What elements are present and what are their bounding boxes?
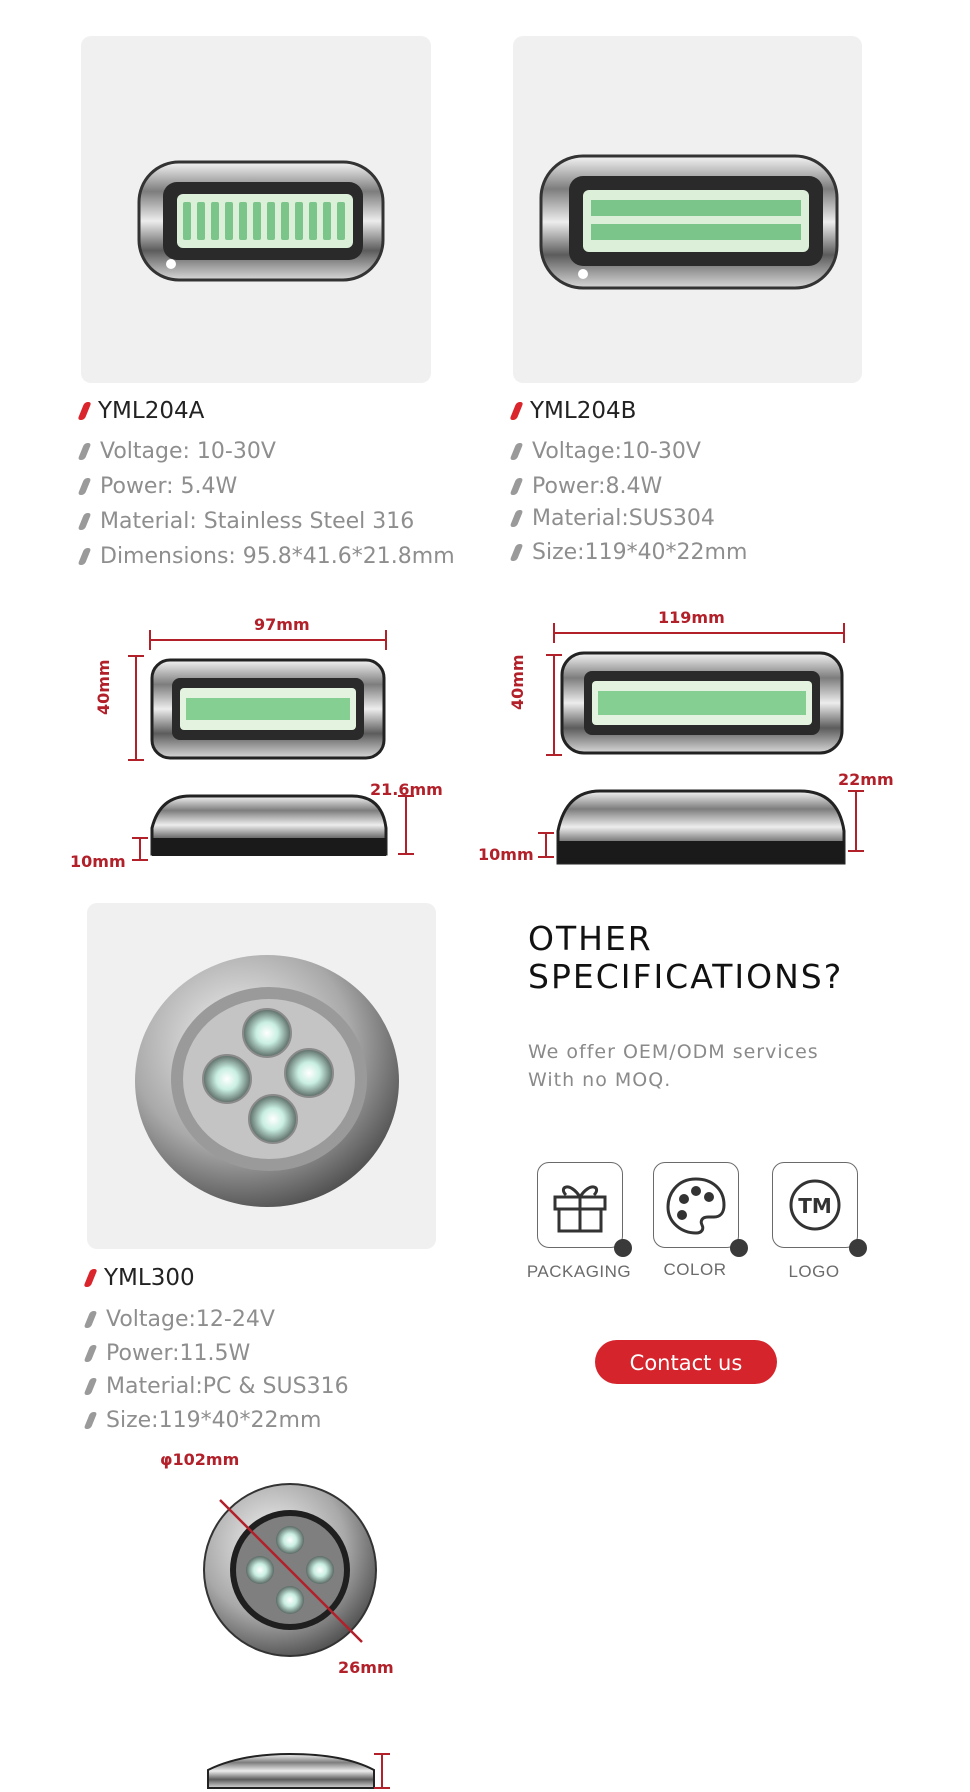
palette-icon: [654, 1163, 738, 1247]
spec-dimensions-yml204a: Dimensions: 95.8*41.6*21.8mm: [81, 544, 455, 569]
product-model-yml300: YML300: [87, 1265, 195, 1291]
dimension-base-yml204a: 10mm: [70, 852, 126, 871]
spec-size-yml204b: Size:119*40*22mm: [513, 540, 747, 565]
dimension-width-yml204a: 97mm: [254, 615, 310, 634]
yml204a-dimension-drawing: [60, 600, 480, 880]
other-specs-headline: OTHER SPECIFICATIONS?: [528, 919, 844, 996]
spec-size-yml300: Size:119*40*22mm: [87, 1408, 321, 1433]
service-label-color: COLOR: [663, 1260, 727, 1279]
model-marker: [77, 402, 91, 420]
service-label-logo: LOGO: [788, 1262, 840, 1281]
spec-power-yml300: Power:11.5W: [87, 1341, 250, 1366]
dimension-depth-yml204a: 21.6mm: [370, 780, 443, 799]
dimension-depth-yml204b: 22mm: [838, 770, 894, 789]
yml204b-dimension-drawing: [470, 595, 910, 880]
spec-power-yml204a: Power: 5.4W: [81, 474, 237, 499]
spec-material-yml300: Material:PC & SUS316: [87, 1374, 349, 1399]
svg-text:TM: TM: [798, 1194, 832, 1218]
spec-power-yml204b: Power:8.4W: [513, 474, 662, 499]
trademark-icon: [773, 1163, 857, 1247]
spec-voltage-yml204b: Voltage:10-30V: [513, 439, 701, 464]
dimension-height-yml204b: 40mm: [508, 654, 527, 710]
yml204a-photo: [81, 36, 431, 383]
other-specs-subtext: We offer OEM/ODM services With no MOQ.: [528, 1041, 819, 1091]
model-marker: [509, 402, 523, 420]
contact-us-button[interactable]: Contact us: [595, 1340, 777, 1384]
spec-material-yml204a: Material: Stainless Steel 316: [81, 509, 414, 534]
yml300-dimension-drawing: [180, 1470, 440, 1792]
yml300-photo: [87, 903, 436, 1249]
spec-voltage-yml300: Voltage:12-24V: [87, 1307, 275, 1332]
service-logo[interactable]: [772, 1162, 858, 1248]
service-packaging[interactable]: [537, 1162, 623, 1248]
product-model-yml204b: YML204B: [513, 398, 636, 424]
spec-material-yml204b: Material:SUS304: [513, 506, 715, 531]
gift-icon: [538, 1163, 622, 1247]
product-photo-card-yml300: [87, 903, 436, 1249]
dimension-diameter-yml300: φ102mm: [160, 1450, 240, 1469]
service-color[interactable]: [653, 1162, 739, 1248]
dimension-depth-yml300: 26mm: [338, 1658, 394, 1677]
spec-voltage-yml204a: Voltage: 10-30V: [81, 439, 276, 464]
product-photo-card-yml204b: [513, 36, 862, 383]
dimension-base-yml204b: 10mm: [478, 845, 534, 864]
dimension-width-yml204b: 119mm: [658, 608, 725, 627]
dimension-height-yml204a: 40mm: [94, 659, 113, 715]
product-model-yml204a: YML204A: [81, 398, 204, 424]
yml204b-photo: [513, 36, 862, 383]
product-photo-card-yml204a: [81, 36, 431, 383]
service-label-packaging: PACKAGING: [526, 1262, 632, 1281]
model-marker: [83, 1269, 97, 1287]
